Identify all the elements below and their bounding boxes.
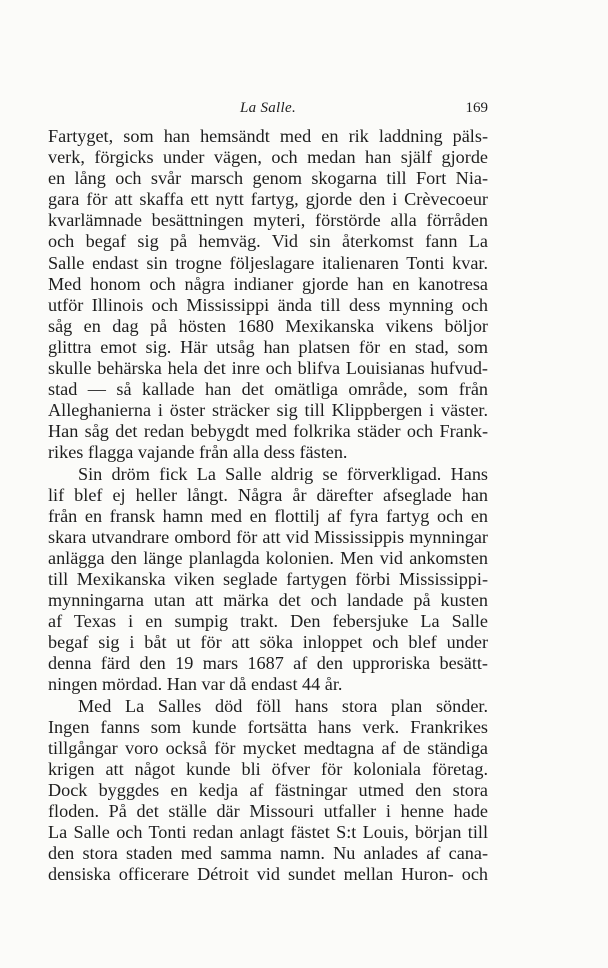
text-line: stad — så kallade han det omätliga område, som från (48, 379, 488, 400)
text-line: af Texas i en sumpig trakt. Den febersjuke La Salle (48, 611, 488, 632)
text-line: och begaf sig på hemväg. Vid sin återkomst fann La (48, 231, 488, 252)
text-line: Ingen fanns som kunde fortsätta hans verk. Frankrikes (48, 716, 488, 737)
text-line: denna färd den 19 mars 1687 af den upproriska besätt- (48, 653, 488, 674)
text-line: rikes flagga vajande från alla dess fästen. (48, 442, 348, 463)
text-line: ningen mördad. Han var då endast 44 år. (48, 674, 343, 695)
text-line: gara för att skaffa ett nytt fartyg, gjorde den i Crèvecoeur (48, 189, 488, 210)
text-line: verk, förgicks under vägen, och medan han själf gjorde (48, 147, 488, 168)
running-title: La Salle. (239, 100, 297, 116)
text-line: Dock byggdes en kedja af fästningar utmed den stora (48, 779, 488, 800)
text-line: La Salle och Tonti redan anlagt fästet S:t Louis, början till (48, 822, 488, 843)
page-number: 169 (465, 100, 488, 116)
text-line: densiska officerare Détroit vid sundet mellan Huron- och (48, 864, 488, 885)
text-line: skara utvandrare ombord för att vid Mississippis mynningar (48, 526, 488, 547)
text-line: skulle behärska hela det inre och blifva Louisianas hufvud- (48, 358, 488, 379)
text-line: Med La Salles död föll hans stora plan sönder. (78, 695, 488, 716)
text-line: utför Illinois och Mississippi ända till dess mynning och (48, 294, 488, 315)
text-line: anlägga den länge planlagda kolonien. Men vid ankomsten (48, 547, 488, 568)
text-line: Salle endast sin trogne följeslagare italienaren Tonti kvar. (48, 252, 488, 273)
text-line: kvarlämnade besättningen myteri, förstörde alla förråden (48, 210, 488, 231)
text-line: en lång och svår marsch genom skogarna till Fort Nia- (48, 168, 488, 189)
text-line: den stora staden med samma namn. Nu anlades af cana- (48, 843, 488, 864)
text-line: tillgångar voro också för mycket medtagna af de ständiga (48, 737, 488, 758)
text-line: såg en dag på hösten 1680 Mexikanska vikens böljor (48, 315, 488, 336)
paragraph (48, 696, 488, 886)
paragraph (48, 464, 488, 696)
text-line: Han såg det redan bebygdt med folkrika städer och Frank- (48, 421, 488, 442)
text-line: mynningarna utan att märka det och landade på kusten (48, 590, 488, 611)
body-text (48, 126, 488, 885)
text-line: Med honom och några indianer gjorde han en kanotresa (48, 273, 488, 294)
text-line: krigen att något kunde bli öfver för koloniala företag. (48, 758, 488, 779)
text-line: Fartyget, som han hemsändt med en rik laddning päls- (48, 126, 488, 146)
text-line: floden. På det ställe där Missouri utfaller i henne hade (48, 801, 488, 821)
text-line: glittra emot sig. Här utsåg han platsen för en stad, som (48, 336, 488, 357)
text-line: Alleghanierna i öster sträcker sig till Klippbergen i väster. (48, 400, 488, 421)
text-line: Sin dröm fick La Salle aldrig se förverkligad. Hans (78, 463, 488, 484)
text-line: till Mexikanska viken seglade fartygen förbi Mississippi- (48, 568, 488, 589)
paragraph (48, 126, 488, 464)
text-line: begaf sig i båt ut för att söka inloppet och blef under (48, 632, 488, 653)
running-head (48, 100, 488, 122)
text-line: från en fransk hamn med en flottilj af fyra fartyg och en (48, 505, 488, 526)
text-line: lif blef ej heller långt. Några år därefter afseglade han (48, 484, 488, 505)
